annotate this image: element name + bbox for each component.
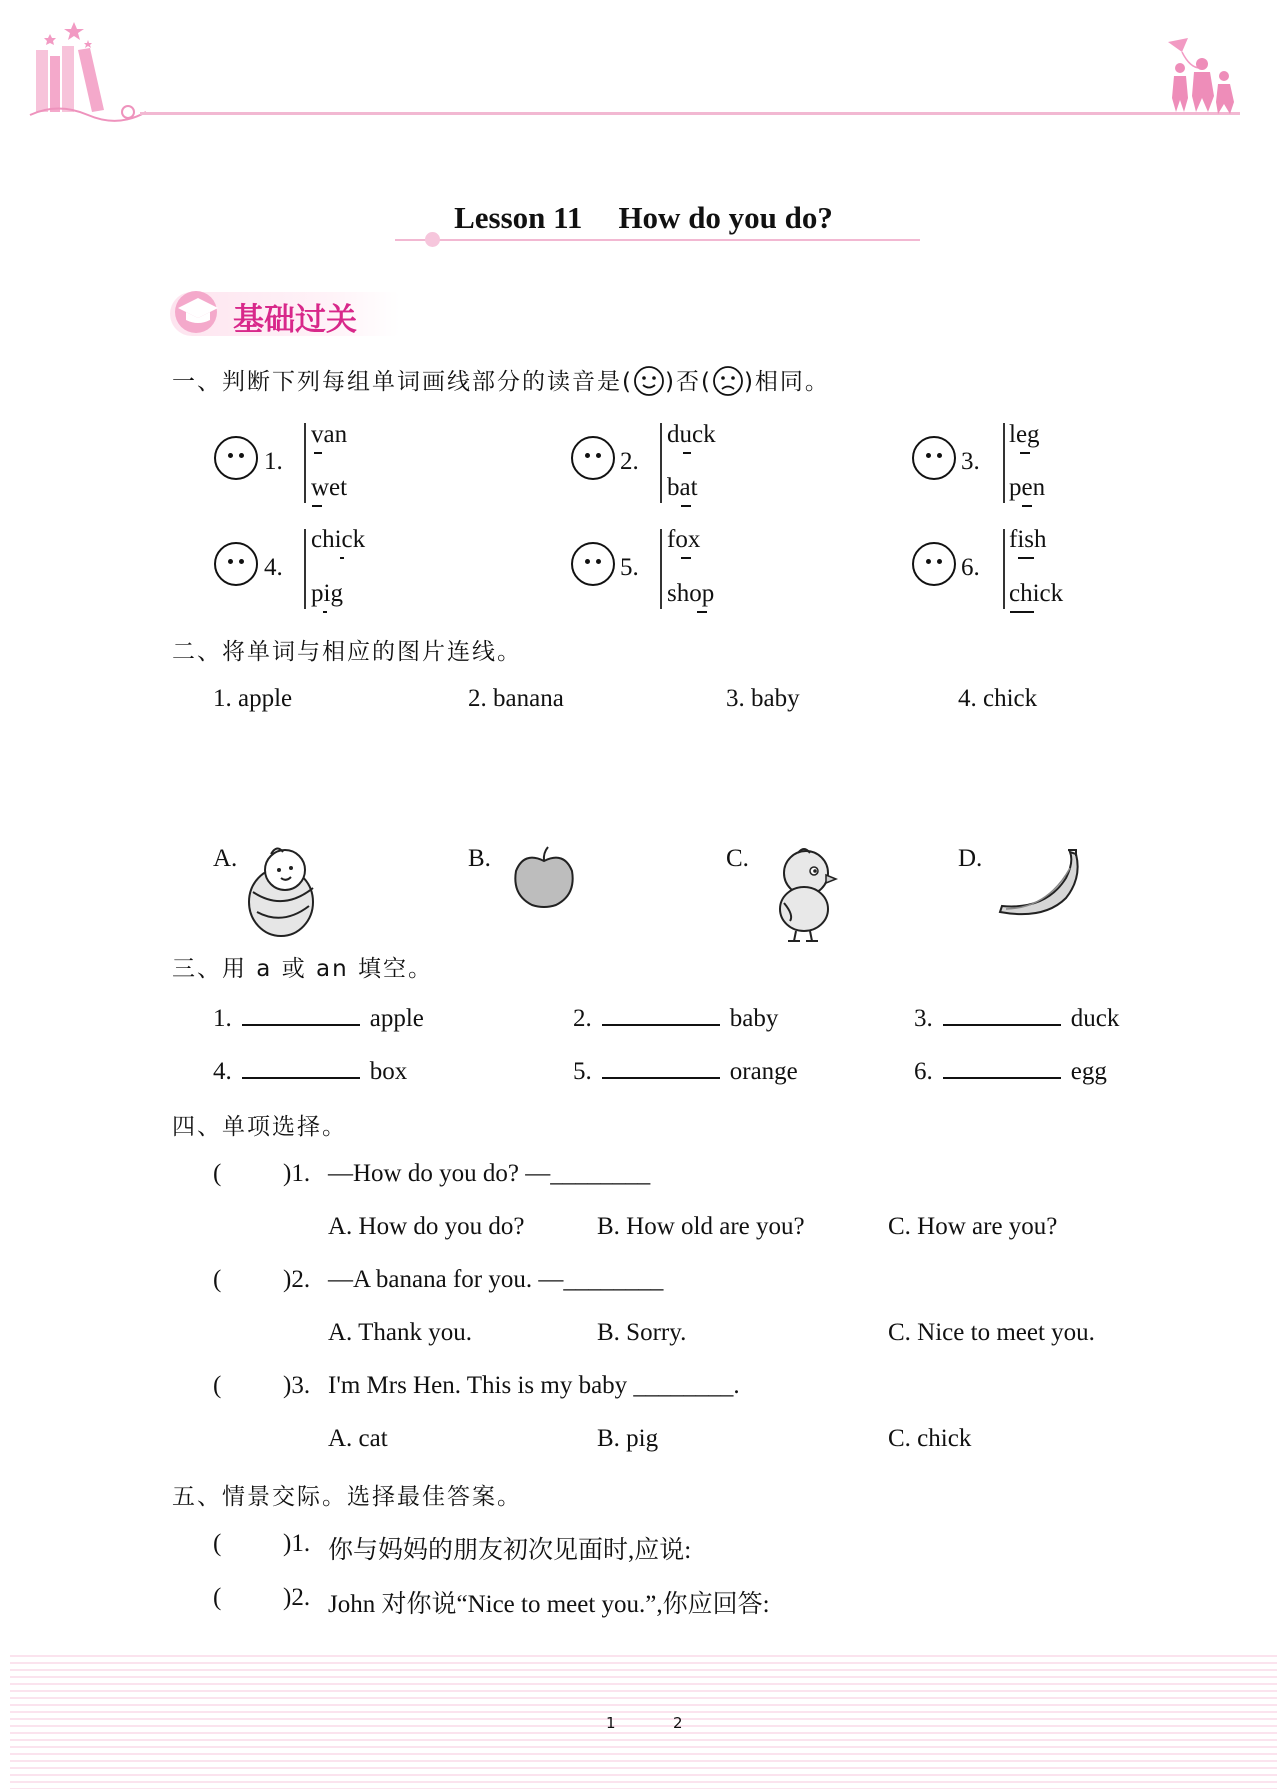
q5-instruction: 五、情景交际。选择最佳答案。 bbox=[172, 1484, 522, 1510]
apple-icon[interactable] bbox=[510, 845, 578, 909]
q3-word: apple bbox=[369, 1005, 424, 1032]
q3-item bbox=[573, 1002, 778, 1033]
header-books-decoration bbox=[28, 20, 148, 125]
answer-blank[interactable] bbox=[602, 1002, 720, 1026]
q3-number: 5. bbox=[573, 1058, 592, 1085]
q1-instruction-mid: )否( bbox=[664, 369, 712, 395]
q3-number: 3. bbox=[914, 1005, 933, 1032]
q4-question: —A banana for you. —________ bbox=[328, 1266, 664, 1293]
q2-word[interactable]: 2. banana bbox=[468, 685, 564, 712]
q1-item-number: 2. bbox=[620, 448, 639, 475]
q1-word-bottom: bat bbox=[667, 474, 698, 501]
word-bracket bbox=[304, 423, 306, 503]
underline-mark bbox=[1018, 557, 1034, 559]
q2-picture-letter: B. bbox=[468, 845, 491, 872]
q1-item-number: 3. bbox=[961, 448, 980, 475]
lesson-number: Lesson 11 bbox=[454, 200, 583, 235]
q1-word-top: leg bbox=[1009, 421, 1040, 448]
underline-mark bbox=[312, 505, 322, 507]
q1-word-top: fox bbox=[667, 526, 701, 553]
q4-option[interactable]: B. Sorry. bbox=[597, 1319, 687, 1346]
lesson-title: How do you do? bbox=[618, 200, 833, 235]
answer-blank[interactable] bbox=[943, 1055, 1061, 1079]
q4-option[interactable]: B. pig bbox=[597, 1425, 659, 1452]
page-number-right: 2 bbox=[673, 1714, 683, 1732]
q1-instruction-post: )相同。 bbox=[743, 369, 830, 395]
q3-word: egg bbox=[1070, 1058, 1107, 1085]
baby-icon[interactable] bbox=[243, 842, 323, 940]
q1-word-top: van bbox=[311, 421, 348, 448]
q1-word-bottom: pig bbox=[311, 580, 343, 607]
answer-face-2[interactable] bbox=[571, 436, 615, 480]
q1-word-bottom: shop bbox=[667, 580, 715, 607]
q3-item bbox=[914, 1055, 1107, 1086]
answer-paren-open[interactable]: ( bbox=[213, 1372, 222, 1399]
q1-item-number: 1. bbox=[264, 448, 283, 475]
q5-item-number: )2. bbox=[283, 1584, 311, 1611]
q1-word-bottom: chick bbox=[1009, 580, 1064, 607]
q5-item-number: )1. bbox=[283, 1530, 311, 1557]
q1-item-number: 5. bbox=[620, 554, 639, 581]
word-bracket bbox=[660, 529, 662, 609]
q1-word-bottom: pen bbox=[1009, 474, 1046, 501]
q4-item-number: )2. bbox=[283, 1266, 311, 1293]
q3-number: 1. bbox=[213, 1005, 232, 1032]
q2-picture-letter: A. bbox=[213, 845, 238, 872]
underline-mark bbox=[681, 505, 691, 507]
q4-item-number: )1. bbox=[283, 1160, 311, 1187]
answer-paren-open[interactable]: ( bbox=[213, 1160, 222, 1187]
underline-mark bbox=[683, 452, 691, 454]
answer-face-3[interactable] bbox=[912, 436, 956, 480]
q3-item bbox=[573, 1055, 798, 1086]
q1-item-number: 6. bbox=[961, 554, 980, 581]
answer-blank[interactable] bbox=[602, 1055, 720, 1079]
underline-mark bbox=[681, 557, 691, 559]
answer-face-5[interactable] bbox=[571, 542, 615, 586]
q4-option[interactable]: C. chick bbox=[888, 1425, 972, 1452]
answer-face-4[interactable] bbox=[214, 542, 258, 586]
answer-paren-open[interactable]: ( bbox=[213, 1530, 222, 1557]
q1-word-top: fish bbox=[1009, 526, 1047, 553]
q3-word: box bbox=[369, 1058, 408, 1085]
q4-instruction: 四、单项选择。 bbox=[172, 1114, 347, 1140]
q1-word-top: duck bbox=[667, 421, 716, 448]
title-underline bbox=[395, 239, 920, 241]
q2-word[interactable]: 1. apple bbox=[213, 685, 293, 712]
answer-paren-open[interactable]: ( bbox=[213, 1266, 222, 1293]
children-kite-icon bbox=[1160, 38, 1242, 116]
underline-mark bbox=[340, 557, 344, 559]
q3-word: baby bbox=[729, 1005, 779, 1032]
q1-word-top: chick bbox=[311, 526, 366, 553]
page-title bbox=[0, 200, 1287, 236]
q1-instruction bbox=[172, 363, 830, 397]
header-line bbox=[140, 112, 1240, 115]
q2-instruction: 二、将单词与相应的图片连线。 bbox=[172, 639, 522, 665]
section-label: 基础过关 bbox=[233, 302, 357, 338]
underline-mark bbox=[1020, 452, 1030, 454]
q3-instruction: 三、用 a 或 an 填空。 bbox=[172, 956, 434, 982]
q5-item-text: 你与妈妈的朋友初次见面时,应说: bbox=[328, 1537, 692, 1564]
q1-item-number: 4. bbox=[264, 554, 283, 581]
footer-band bbox=[10, 1655, 1277, 1789]
q1-word-bottom: wet bbox=[311, 474, 348, 501]
q4-option[interactable]: B. How old are you? bbox=[597, 1213, 805, 1240]
q4-option[interactable]: C. How are you? bbox=[888, 1213, 1058, 1240]
answer-blank[interactable] bbox=[242, 1055, 360, 1079]
q3-word: orange bbox=[729, 1058, 798, 1085]
underline-mark bbox=[697, 611, 707, 613]
q4-question: I'm Mrs Hen. This is my baby ________. bbox=[328, 1372, 740, 1399]
smile-icon bbox=[633, 365, 665, 397]
q2-picture-letter: D. bbox=[958, 845, 983, 872]
q2-word[interactable]: 4. chick bbox=[958, 685, 1038, 712]
graduation-cap-icon bbox=[172, 288, 224, 334]
q4-option[interactable]: A. How do you do? bbox=[328, 1213, 525, 1240]
underline-mark bbox=[323, 611, 327, 613]
q3-word: duck bbox=[1070, 1005, 1120, 1032]
banana-icon[interactable] bbox=[996, 848, 1084, 918]
underline-mark bbox=[1010, 611, 1034, 613]
word-bracket bbox=[304, 529, 306, 609]
word-bracket bbox=[1003, 423, 1005, 503]
q3-number: 2. bbox=[573, 1005, 592, 1032]
q3-item bbox=[213, 1002, 424, 1033]
q2-picture-letter: C. bbox=[726, 845, 749, 872]
q2-word[interactable]: 3. baby bbox=[726, 685, 800, 712]
answer-face-6[interactable] bbox=[912, 542, 956, 586]
page-number-left: 1 bbox=[606, 1714, 616, 1732]
q4-option[interactable]: C. Nice to meet you. bbox=[888, 1319, 1095, 1346]
chick-icon[interactable] bbox=[770, 845, 842, 943]
word-bracket bbox=[660, 423, 662, 503]
q4-option[interactable]: A. Thank you. bbox=[328, 1319, 472, 1346]
q4-option[interactable]: A. cat bbox=[328, 1425, 388, 1452]
word-bracket bbox=[1003, 529, 1005, 609]
answer-face-1[interactable] bbox=[214, 436, 258, 480]
q4-item-number: )3. bbox=[283, 1372, 311, 1399]
q5-item-text: John 对你说“Nice to meet you.”,你应回答: bbox=[328, 1591, 770, 1618]
q3-item bbox=[914, 1002, 1119, 1033]
underline-mark bbox=[1022, 505, 1032, 507]
q3-number: 4. bbox=[213, 1058, 232, 1085]
answer-blank[interactable] bbox=[943, 1002, 1061, 1026]
q4-question: —How do you do? —________ bbox=[328, 1160, 651, 1187]
q1-instruction-pre: 一、判断下列每组单词画线部分的读音是( bbox=[172, 369, 633, 395]
q3-item bbox=[213, 1055, 407, 1086]
answer-blank[interactable] bbox=[242, 1002, 360, 1026]
title-dot bbox=[425, 232, 440, 247]
answer-paren-open[interactable]: ( bbox=[213, 1584, 222, 1611]
underline-mark bbox=[314, 452, 322, 454]
q3-number: 6. bbox=[914, 1058, 933, 1085]
frown-icon bbox=[712, 365, 744, 397]
